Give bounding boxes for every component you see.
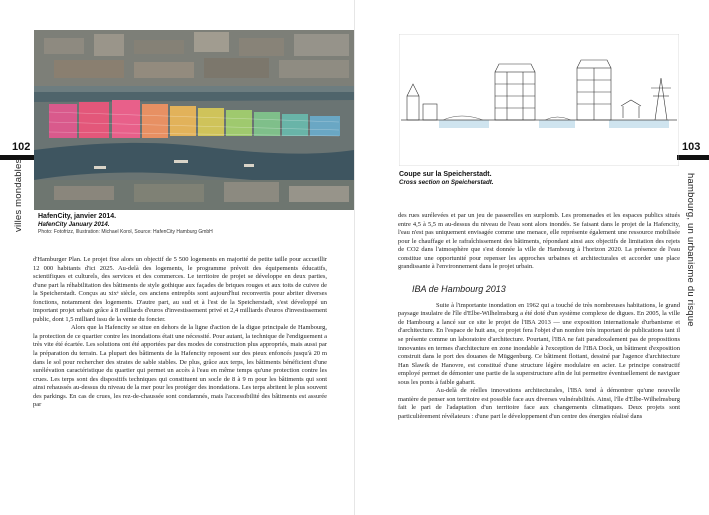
page-number-left: 102 — [12, 141, 31, 153]
page-marker-bar-right — [677, 155, 709, 160]
left-text-column — [33, 256, 327, 410]
left-paragraph-1: d'Hamburger Plan. Le projet fixe alors un objectif de 5 500 logements en majorité de petite taille pour accueillir 12 000 habitants d'ici 2025. Au-delà des logements, le programme prévoit des équipements éducatifs, scientifiques et culturels, des services et des commerces. Le territoire de projet se développe en deux parties, d'une part la réhabilitation des bâtiments de style gothique aux façades de briques rouges et aux toits de cuivre de la Speicherstadt. Conçus au xixᵉ siècle, ces anciens entrepôts sont aujourd'hui reconvertis pour abriter diverses fonctions, notamment des logements. D'autre part, au sud et à l'est de la Speicherstadt, s'est développé un important projet urbain grâce à 8 milliards d'euros d'investissement privé et 2,4 milliards d'euros d'investissement public, dont 1,5 milliard issu de la vente du foncier. — [33, 256, 327, 323]
page-number-right: 103 — [682, 141, 701, 153]
section-subheading: IBA de Hambourg 2013 — [412, 283, 506, 294]
photo-caption-credit: Photo: Fotofrizz, Illustration: Michael Korol, Source: HafenCity Hamburg GmbH — [38, 229, 213, 235]
hafencity-aerial-photo — [34, 30, 354, 210]
figure-caption-title: Coupe sur la Speicherstadt. — [399, 171, 492, 178]
photo-caption-title: HafenCity, janvier 2014. — [38, 213, 117, 220]
right-text-column — [398, 212, 680, 421]
photo-caption-translation: HafenCity January 2014. — [38, 221, 110, 228]
speicherstadt-cross-section — [399, 34, 679, 166]
photo-caption — [38, 212, 338, 236]
figure-caption-translation: Cross section on Speicherstadt. — [399, 179, 494, 186]
right-paragraph-3: Au-delà de réelles innovations architecturales, l'IBA tend à démontrer qu'une nouvelle manière de penser son territoire est possible face aux diverses vulnérabilités. Ainsi, l'île d'Elbe-Wilhelmsburg fait le pari de l'adaptation d'un territoire face aux changements climatiques. Deux projets sont particulièrement révélateurs : d'une part le développement d'un centre des énergies réalisé dans — [398, 387, 680, 420]
right-paragraph-2: Suite à l'importante inondation en 1962 qui a touché de très nombreuses habitations, le grand paysage insulaire de l'île d'Elbe-Wilhelmsburg a été doté d'un système complexe de digues. En 2005, la ville de Hambourg a lancé sur ce site le projet de l'IBA 2013 — une exposition internationale d'urbanisme et d'architecture. En l'espace de huit ans, ce projet fera l'objet d'un nombre très important de publications tant il se présente comme un laboratoire d'architecture. Pourtant, l'IBA ne fait paradoxalement pas de propositions innovantes en termes d'architecture en zone inondable à l'exception de l'IBA Dock, un bâtiment d'exposition construit dans le port des douanes de Müggenburg. Ce bâtiment flottant, dessiné par l'agence d'architecture Han Slawik de Hanovre, est constitué d'une structure légère modulaire en acier. Le principe constructif employé permet de démonter une partie de la superstructure afin de lui permettre éventuellement de naviguer sous les ponts à faible gabarit. — [398, 301, 680, 386]
right-paragraph-1: des rues surélevées et par un jeu de passerelles en surplomb. Les promenades et les espaces publics situés entre 4,5 à 5,5 m au-dessus du niveau de l'eau sont alors inondés. Se faisant dans le projet de la Hafencity, l'eau n'est pas uniquement envisagée comme une menace, elle représente également une ressource mobilisée pour le chauffage et le rafraîchissement des bâtiments, répondant ainsi aux objectifs de limitation des rejets de CO2 dans l'atmosphère que s'est donnée la ville de Hambourg à l'horizon 2020. La présence de l'eau constitue une opportunité pour repenser les approches urbaines et architecturales et accorder une place grandissante à l'environnement dans le projet urbain. — [398, 212, 680, 271]
left-paragraph-2: Alors que la Hafencity se situe en dehors de la ligne d'action de la digue principale de Hambourg, la protection de ce quartier contre les inondations était une nécessité. Pour autant, la technique de l'endiguement a très vite été écartée. Les solutions ont été apportées par des modes de construction plus appropriés, mais aussi par la préparation du terrain. La plupart des bâtiments de la Hafencity reposent sur des pieux enfoncés jusqu'à 20 m dans le sol pour rechercher des strates de sable stables. De plus, grâce aux terps, les bâtiments bénéficient d'une surélévation caractéristique du quartier qui permet un accès à l'eau en même temps qu'une protection contre les crues. Les terps sont des dispositifs techniques qui constituent un socle de 8 à 9 m pour les bâtiments qui sont ainsi rehaussés au-dessus du niveau de la mer pour les protéger des inondations. Les terps abritent le plus souvent des parkings. En cas de crues, les rez-de-chaussée sont condamnés, mais l'accessibilité des bâtiments est assurée par — [33, 324, 327, 409]
figure-caption — [399, 170, 679, 187]
running-head-right: hambourg, un urbanisme du risque — [685, 173, 696, 327]
running-head-left: villes mondables — [13, 158, 24, 232]
page-gutter — [354, 0, 355, 515]
